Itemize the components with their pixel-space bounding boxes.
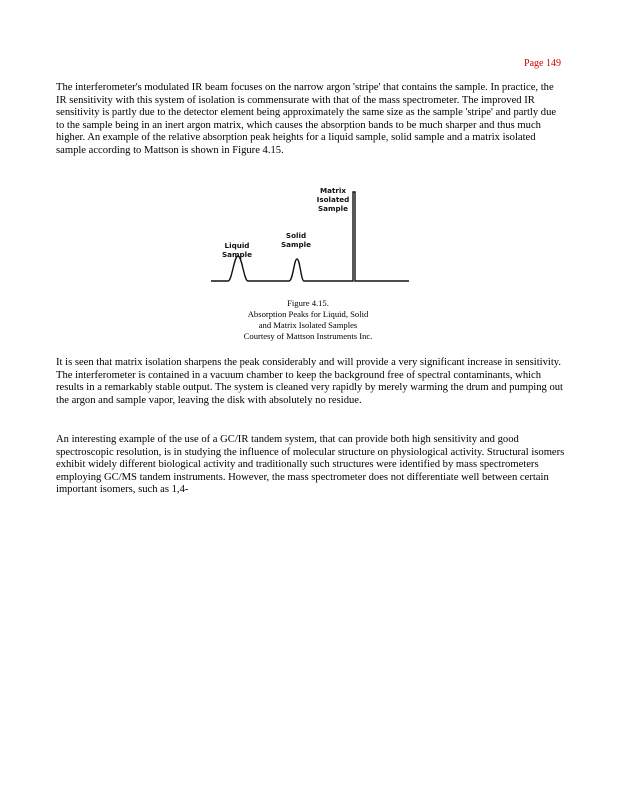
- liquid-sample-label-line1: Liquid: [224, 241, 250, 250]
- figure-caption: [208, 298, 408, 342]
- figure-absorption-peaks: [195, 183, 425, 293]
- absorption-peaks-diagram: [195, 183, 425, 293]
- caption-credit: Courtesy of Mattson Instruments Inc.: [243, 331, 373, 341]
- caption-line-3: and Matrix Isolated Samples: [258, 320, 358, 330]
- spectrum-trace: [211, 192, 409, 281]
- liquid-sample-label-line2: Sample: [222, 250, 252, 259]
- page-number: Page 149: [524, 58, 561, 69]
- solid-sample-label-line1: Solid: [285, 231, 307, 240]
- matrix-sample-label-line3: Sample: [318, 204, 348, 213]
- caption-line-2: Absorption Peaks for Liquid, Solid: [247, 309, 369, 319]
- paragraph-gc-ir-tandem: An interesting example of the use of a GC/IR tandem system, that can provide both high sensitivity and good spectroscopic resolution, is in studying the influence of molecular structure on physiological activity. Structural isomers exhibit widely different biological activity and traditionally such structures were identified by mass spectrometers employing GC/MS tandem instruments. However, the mass spectrometer does not differentiate well between certain important isomers, such as 1,4-: [56, 434, 565, 496]
- paragraph-matrix-isolation: It is seen that matrix isolation sharpens the peak considerably and will provide a very significant increase in sensitivity. The interferometer is contained in a vacuum chamber to keep the background free of spectral contaminants, which results in a remarkably stable output. The system is cleaned very rapidly by merely warming the drum and pumping out the argon and sample vapor, leaving the disk with absolutely no residue.: [56, 357, 564, 406]
- caption-figure-number: Figure 4.15.: [287, 298, 329, 308]
- solid-sample-label-line2: Sample: [281, 240, 311, 249]
- matrix-sample-label-line2: Isolated: [316, 195, 350, 204]
- paragraph-interferometer: The interferometer's modulated IR beam focuses on the narrow argon 'stripe' that contains the sample. In practice, the IR sensitivity with this system of isolation is commensurate with that of the mass spectrometer. The improved IR sensitivity is partly due to the detector element being approximately the same size as the sample 'stripe' and partly due to the sample being in an inert argon matrix, which causes the absorption bands to be much sharper and thus much higher. An example of the relative absorption peak heights for a liquid sample, solid sample and a matrix isolated sample according to Mattson is shown in Figure 4.15.: [56, 82, 557, 156]
- matrix-sample-label-line1: Matrix: [319, 186, 347, 195]
